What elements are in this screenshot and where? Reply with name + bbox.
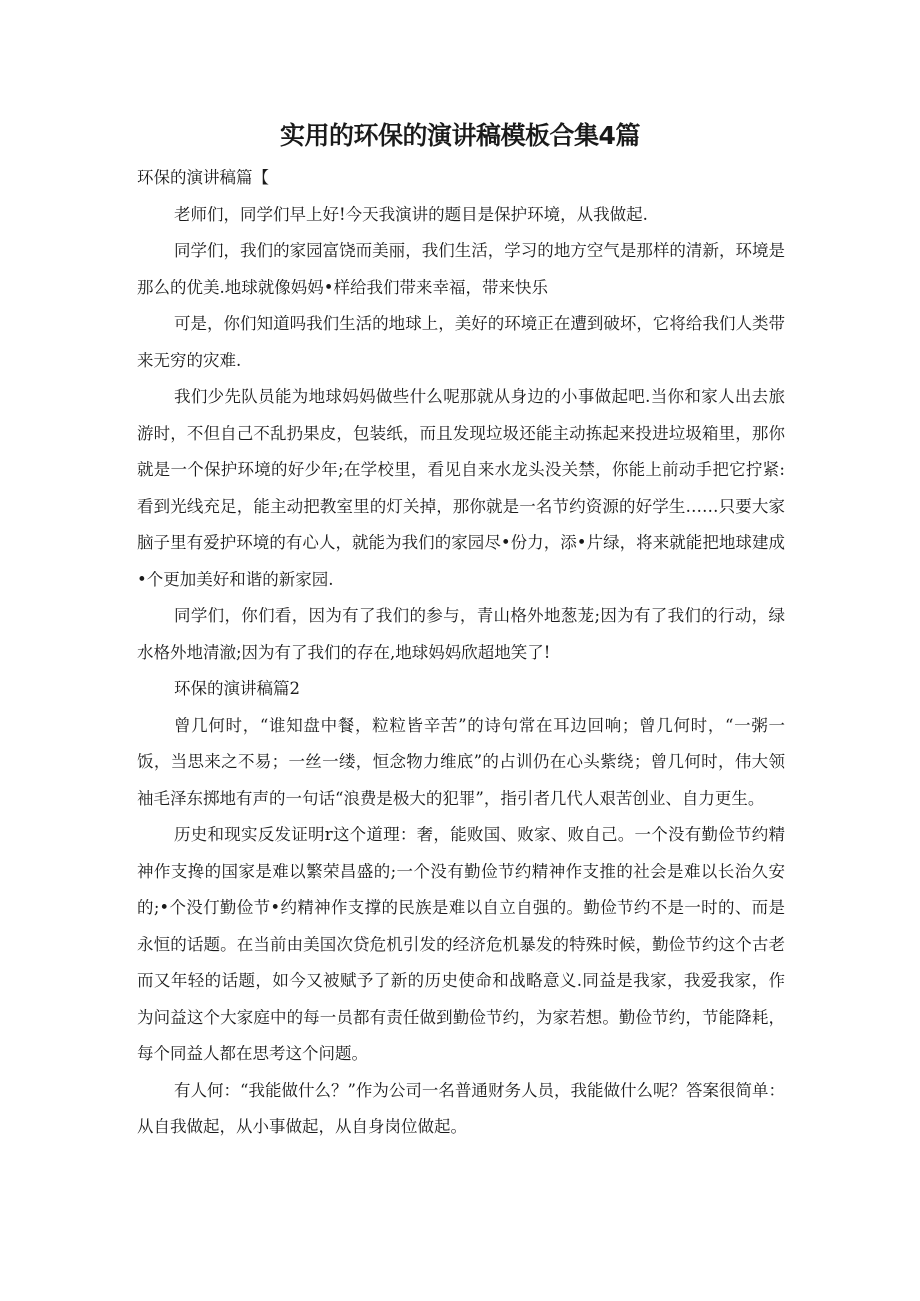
- paragraph: 历史和现实反发证明r这个道理：奢，能败国、败家、败自己。一个没有勤俭节约精神作支搀的国家是难以繁荣昌盛的;一个没有勤俭节约精神作支推的社会是难以长治久安的;•个没仃勤俭节•约精神作支撑的民族是难以自立自强的。勤俭节约不是一时的、而是永恒的话题。在当前由美国次贷危机引发的经济危机暴发的特殊时候，勤俭节约这个古老而又年轻的话题，如今又被赋予了新的历史使命和战略意义.同益是我家，我爱我家，作为问益这个大家庭中的每一员都有责任做到勤俭节约，为家若想。勤俭节约，节能降耗，每个同益人都在思考这个问题。: [137, 825, 785, 1063]
- paragraph: 同学们，我们的家园富饶而美丽，我们生活，学习的地方空气是那样的清新，环境是那么的优美.地球就像妈妈•样给我们带来幸福，带来快乐: [137, 241, 785, 297]
- document-body: [137, 160, 785, 1146]
- paragraph: 曾几何时，“谁知盘中餐，粒粒皆辛苦”的诗句常在耳边回响；曾几何时，“一粥一饭，当思来之不易；一丝一缕，恒念物力维底”的占训仍在心头紫绕；曾几何时，伟大领袖毛泽东掷地有声的一句话“浪费是极大的犯罪”，指引者几代人艰苦创业、自力更生。: [137, 715, 785, 808]
- paragraph: 有人何：“我能做什么？”作为公司一名普通财务人员，我能做什么呢？答案很简单：从自我做起，从小事做起，从自身岗位做起。: [137, 1080, 785, 1136]
- section-heading: 环保的演讲稿篇2: [174, 679, 300, 698]
- section-heading: 环保的演讲稿篇【: [137, 168, 269, 187]
- paragraph: 我们少先队员能为地球妈妈做些什么呢那就从身边的小事做起吧.当你和家人出去旅游时，不但自己不乱扔果皮，包装纸，而且发现垃圾还能主动拣起来投进垃圾箱里，那你就是一个保护环境的好少年;在学校里，看见自来水龙头没关禁，你能上前动手把它拧紧:看到光线充足，能主动把教室里的灯关掉，那你就是一名节约资源的好学生……只要大家脑子里有爱护环境的有心人，就能为我们的家园尽•份力，添•片绿，将来就能把地球建成•个更加美好和谐的新家园.: [137, 387, 785, 589]
- paragraph: 同学们，你们看，因为有了我们的参与，青山格外地葱茏;因为有了我们的行动，绿水格外地清澈;因为有了我们的存在,地球妈妈欣超地笑了!: [137, 606, 785, 662]
- document-title: 实用的环保的演讲稿模板合集4篇: [280, 121, 640, 150]
- paragraph: 可是，你们知道吗我们生活的地球上，美好的环境正在遭到破坏，它将给我们人类带来无穷的灾难.: [137, 314, 785, 370]
- paragraph: 老师们，同学们早上好!今天我演讲的题目是保护环境，从我做起.: [174, 204, 648, 224]
